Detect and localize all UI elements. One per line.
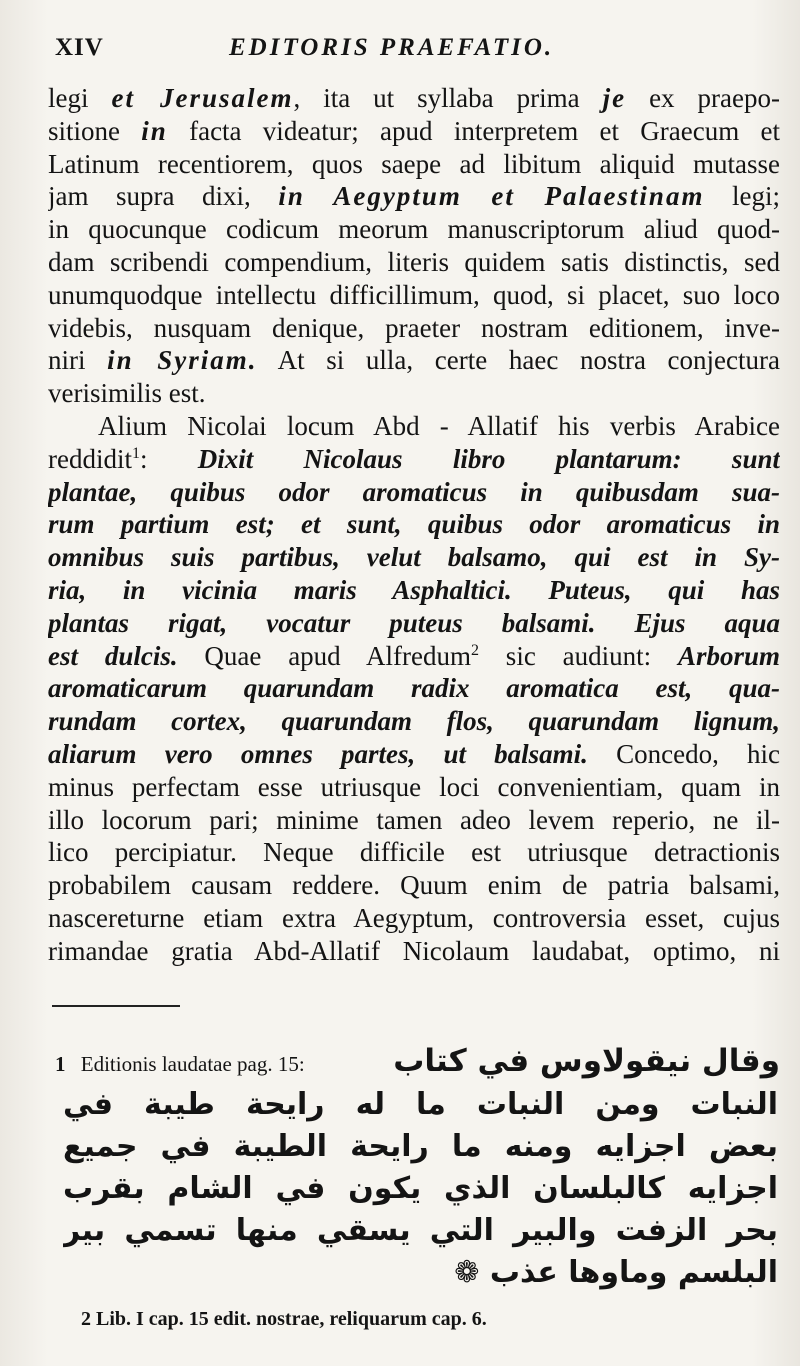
text-line [48,344,780,377]
text-line [48,607,780,640]
text-line [48,410,780,443]
footnote-rule [52,1005,180,1007]
arabic-line: اجزايه كالبلسان الذي يكون في الشام بقرب [63,1171,778,1206]
emphasis-text: plantas rigat, vocatur puteus balsami. Ejus aqua [48,607,780,638]
text-line [48,476,780,509]
text-line [48,705,780,738]
line-text: legi [48,83,112,113]
line-text: lico percipiatur. Neque difficile est utriusque detractionis [48,837,780,868]
emphasis-text: Arborum [677,640,780,671]
emphasis-text: in Syriam. [107,345,258,376]
text-line [48,148,780,181]
footnote-1-arabic-block [63,1084,778,1294]
text-line [48,902,780,935]
text-line [48,213,780,246]
footnote-1-latin [55,1044,305,1084]
text-line [48,771,780,804]
text-line [48,804,780,837]
text-line [48,574,780,607]
line-text: Latinum recentiorem, quos saepe ad libitum aliquid mutasse [48,148,780,179]
emphasis-text: rum partium est; et sunt, quibus odor aromaticus in [48,509,780,540]
text-line [48,508,780,541]
footnotes [55,1040,780,1330]
line-text: facta videatur; apud interpretem et Graecum et [167,115,780,146]
text-line [48,312,780,345]
text-line [48,246,780,279]
text-line [48,115,780,148]
line-text: rimandae gratia Abd-Allatif Nicolaum laudabat, optimo, ni [48,935,780,966]
text-line [48,935,780,968]
emphasis-text: et Jerusalem [111,83,294,113]
line-text: dam scribendi compendium, literis quidem satis distinctis, sed [48,246,780,277]
text-line [48,640,780,673]
text-line [48,869,780,902]
emphasis-text: ria, in vicinia maris Asphaltici. Puteus, qui has [48,574,780,605]
line-text: in quocunque codicum meorum manuscriptorum aliud quod- [48,214,780,245]
line-text: jam supra dixi, [48,181,279,212]
text-line [48,82,780,115]
footnote-1-marker: 1 [55,1052,66,1076]
footnote-1 [55,1040,780,1294]
emphasis-text: in Aegyptum et Palaestinam [278,181,705,212]
emphasis-text: plantae, quibus odor aromaticus in quibusdam sua- [48,476,780,507]
line-text: , ita ut syllaba prima [293,83,603,113]
emphasis-text: je [602,83,627,113]
text-line [48,672,780,705]
arabic-line: النبات ومن النبات ما له رايحة طيبة في [63,1087,778,1122]
line-text: Quae apud Alfredum [177,640,471,671]
line-text: sic audiunt: [478,640,678,671]
line-text: sitione [48,115,142,146]
line-text: probabilem causam reddere. Quum enim de patria balsami, [48,870,780,901]
line-text: ex praepo- [626,83,780,113]
emphasis-text: omnibus suis partibus, velut balsamo, qui est in Sy- [48,542,780,573]
footnote-1-text: Editionis laudatae pag. 15: [80,1052,305,1076]
footnote-1-arabic-first: وقال نيقولاوس في كتاب [393,1043,780,1079]
running-title: EDITORIS PRAEFATIO. [229,34,555,61]
line-text: verisimilis est. [48,378,206,409]
text-line [48,541,780,574]
line-text: Concedo, hic [587,738,780,769]
emphasis-text: rundam cortex, quarundam flos, quarundam lignum, [48,706,780,737]
line-text: At si ulla, certe haec nostra conjectura [257,345,780,376]
line-text: illo locorum pari; minime tamen adeo levem reperio, ne il- [48,804,780,835]
line-text: legi; [704,181,780,212]
line-text: niri [48,345,108,376]
arabic-line: بحر الزفت والبير التي يسقي منها تسمي بير [63,1213,778,1248]
emphasis-text: aromaticarum quarundam radix aromatica est, qua- [48,673,780,704]
emphasis-text: in [141,115,168,146]
main-text [48,82,780,968]
line-text: videbis, nusquam denique, praeter nostram editionem, inve- [48,312,780,343]
footnote-ref: 2 [470,641,479,659]
footnote-ref: 1 [131,444,140,462]
text-line [48,738,780,771]
footnote-2: 2 Lib. I cap. 15 edit. nostrae, reliquarum cap. 6. [81,1308,487,1330]
line-text: minus perfectam esse utriusque loci convenientiam, quam in [48,771,780,802]
footnote-1-head [55,1040,780,1084]
line-text: nascereturne etiam extra Aegyptum, controversia esset, cujus [48,902,780,933]
emphasis-text: aliarum vero omnes partes, ut balsami. [48,738,588,769]
text-line [48,377,780,410]
emphasis-text: est dulcis. [48,640,178,671]
text-line [48,836,780,869]
arabic-line: بعض اجزايه ومنه ما رايحة الطيبة في جميع [63,1129,778,1164]
page-number: XIV [55,34,104,61]
text-line [48,443,780,476]
text-line [48,180,780,213]
text-line [48,279,780,312]
line-text: unumquodque intellectu difficillimum, quod, si placet, suo loco [48,279,780,310]
emphasis-text: Dixit Nicolaus libro plantarum: sunt [197,443,780,474]
arabic-line: البلسم وماوها عذب ❁ [454,1255,778,1290]
line-text: : [139,443,198,474]
line-text: Alium Nicolai locum Abd - Allatif his verbis Arabice [98,410,780,441]
line-text: reddidit [48,443,132,474]
page-header [55,30,780,66]
